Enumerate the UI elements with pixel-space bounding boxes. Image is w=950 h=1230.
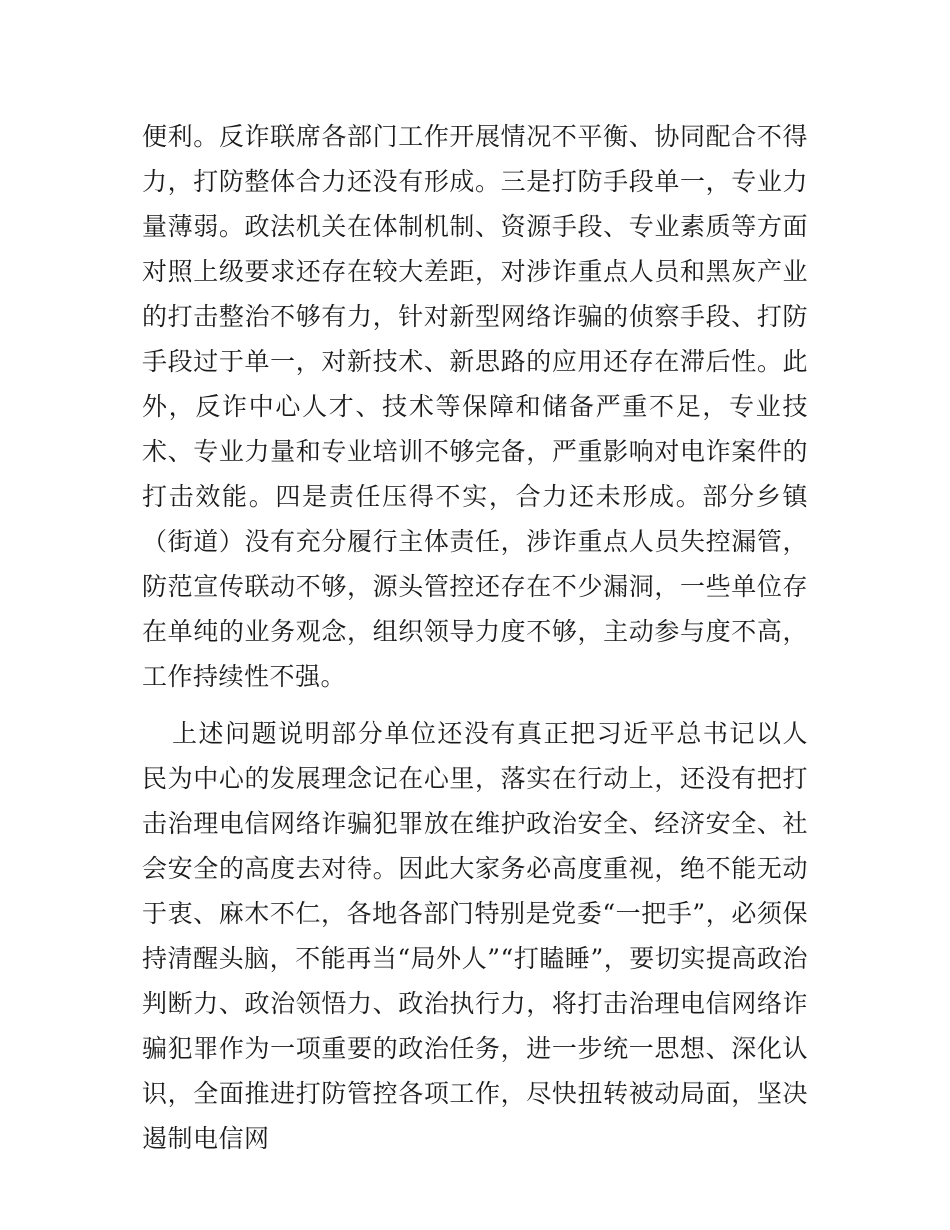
paragraph-2: 上述问题说明部分单位还没有真正把习近平总书记以人民为中心的发展理念记在心里，落实在行动上，还没有把打击治理电信网络诈骗犯罪放在维护政治安全、经济安全、社会安全的高度去对待。因此大家务必高度重视，绝不能无动于衷、麻木不仁，各地各部门特别是党委“一把手”，必须保持清醒头脑，不能再当“局外人”“打瞌睡”，要切实提高政治判断力、政治领悟力、政治执行力，将打击治理电信网络诈骗犯罪作为一项重要的政治任务，进一步统一思想、深化认识，全面推进打防管控各项工作，尽快扭转被动局面，坚决遏制电信网 xyxy=(142,719,808,1153)
paragraph-1: 便利。反诈联席各部门工作开展情况不平衡、协同配合不得力，打防整体合力还没有形成。三是打防手段单一，专业力量薄弱。政法机关在体制机制、资源手段、专业素质等方面对照上级要求还存在较大差距，对涉诈重点人员和黑灰产业的打击整治不够有力，针对新型网络诈骗的侦察手段、打防手段过于单一，对新技术、新思路的应用还存在滞后性。此外，反诈中心人才、技术等保障和储备严重不足，专业技术、专业力量和专业培训不够完备，严重影响对电诈案件的打击效能。四是责任压得不实，合力还未形成。部分乡镇（街道）没有充分履行主体责任，涉诈重点人员失控漏管，防范宣传联动不够，源头管控还存在不少漏洞，一些单位存在单纯的业务观念，组织领导力度不够，主动参与度不高，工作持续性不强。 xyxy=(142,122,808,691)
document-body xyxy=(142,114,808,1161)
